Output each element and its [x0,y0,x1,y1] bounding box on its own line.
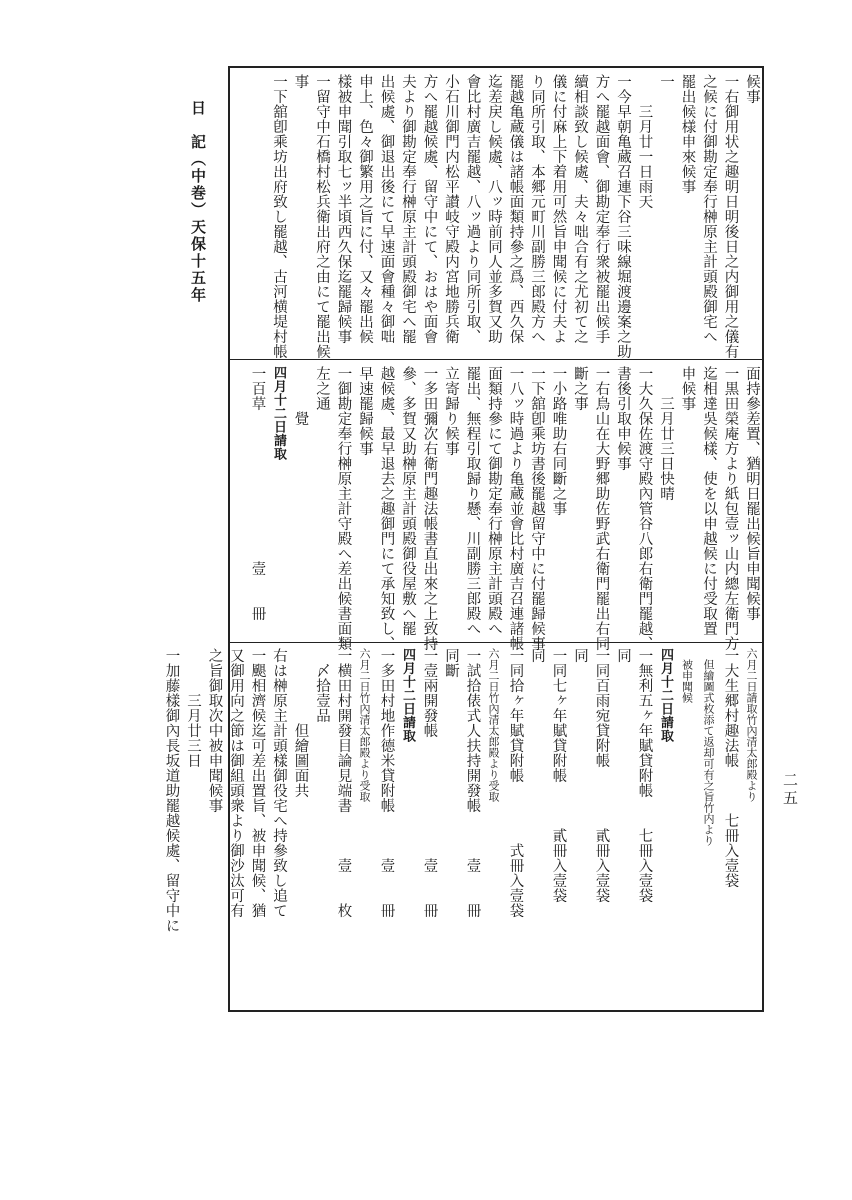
middle-band-line: 斷之事 [572,366,588,411]
bottom-band-line: 被申聞候 [680,648,694,703]
bottom-band-line: 但繪圖式枚添て返却可有之旨竹内より [702,648,715,846]
top-band-line: 出候處、御退出後にて早速面會種々御咄 [378,74,395,344]
bottom-band-line: 一横田村開發目論見端書 壹 枚 [335,648,352,918]
middle-band-line: 一黒田榮庵方より紙包壹ッ山内總左衛門方 [722,366,739,651]
middle-band-line: 罷出、無程引取歸り懸、川副勝三郎殿へ [464,366,481,636]
middle-band-line: 一大久保佐渡守殿內管谷八郎右衛門罷越、 [636,366,653,651]
top-band-line: 事 [292,74,309,89]
top-band-line: 罷出候様申來候事 [679,74,696,194]
bottom-band-line: 一無利五ヶ年賦貸附帳 七冊入壹袋 [636,648,653,903]
bottom-band-line: 之旨御取次中被申聞候事 [206,648,223,813]
bottom-band-line: 同斷 [443,648,459,678]
middle-band-line: 三月廿三日快晴 [658,366,674,501]
top-band-line: 候事 [744,74,760,104]
bottom-band-line: 一颶相濟候迄可差出置旨、被申聞候、猶 [249,648,266,918]
middle-band-line: 早速罷歸候事 [357,366,373,456]
columns-bottom [160,648,762,1006]
top-band-line: 夫より御勘定奉行榊原主計頭殿御宅へ罷 [400,74,416,344]
top-band-line: 一右御用状之趣明日明後日之内御用之儀有 [722,74,739,359]
top-band-line: 小石川御門内松平讃岐守殿内宮地勝兵衛 [443,74,459,344]
bottom-band-line: 同 [572,648,588,663]
running-head: 日 記（中巻）天保十五年 [189,100,207,304]
columns-top [268,74,763,359]
bottom-band-line: 又御用向之節は御組頭衆より御沙汰可有 [228,648,244,918]
top-band-line: り同所引取、本郷元町川副勝三郎殿方へ [529,74,545,344]
top-band-line: 一留守中石橋村松兵衛出府之由にて罷出候 [314,74,330,359]
middle-band-line: 書後引取申候事 [615,366,631,471]
middle-band-line: 四月十二日請取 [271,366,286,461]
top-band-line: 罷越亀蔵儀は諸帳面類持參之爲、西久保 [507,74,524,344]
middle-band-line: 一小路唯助右同斷之事 [550,366,567,516]
band-divider-1 [230,359,762,360]
bottom-band-line: 右は榊原主計頭樣御役宅へ持參致し追て [271,648,287,918]
top-band-line: 續相談致し候處、夫々咄合有之尤初て之 [572,74,588,344]
middle-band-line: 一御勘定奉行榊原主計守殿へ差出候書面類 [335,366,352,651]
bottom-band-line: 一同百雨宛貸附帳 貳冊入壹袋 [593,648,610,903]
middle-band-line: 迄相達吳候樣、使を以申越候に付受取置 [701,366,717,636]
top-band-line: 三月廿一日雨天 [636,74,653,209]
top-band-line: 迄差戻し候處、八ッ時前同人並多賀又助 [486,74,502,344]
middle-band-line: 越候處、最早退去之趣御門にて承知致し、 [378,366,395,651]
middle-band-line: 一八ッ時過より亀蔵並會比村廣吉召連諸帳 [507,366,524,651]
band-divider-2 [230,642,762,643]
bottom-band-line: 一同拾ヶ年賦貸附帳 式冊入壹袋 [507,648,524,918]
bottom-band-line: 同 [615,648,631,663]
bottom-band-line: 一多田村地作德米貸附帳 壹 冊 [378,648,395,918]
bottom-band-line: 一壹兩開發帳 壹 冊 [421,648,438,918]
middle-band-line: 一百草 壹 冊 [249,366,266,621]
top-band-line: 儀に付麻上下着用可然旨申聞候に付夫よ [550,74,567,344]
bottom-band-line: 六月二日竹內清太郎殿より受取 [487,648,500,802]
bottom-band-line: 但繪圖面共 [292,648,309,798]
top-band-line: 樣被申聞引取七ッ半頃西久保迄罷歸候事 [335,74,352,344]
top-band-line: 之候に付御勘定奉行榊原主計頭殿御宅へ [701,74,717,344]
bottom-band-line: 同 [529,648,545,663]
bottom-band-line: 三月廿三日 [185,648,201,768]
middle-band-line: 一下舘卽乘坊書後罷越留守中に付罷歸候事 [529,366,545,651]
middle-band-line: 一多田彌次右衛門趣法帳書直出來之上致持 [421,366,438,651]
middle-band-line: 立寄歸り候事 [443,366,459,456]
top-band-line: 一 [658,74,674,89]
top-band-line: 方へ罷越面會、御勘定奉行衆被罷出候手 [593,74,610,344]
top-band-line: 一今早朝亀蔵召連下谷三味線堀渡邊案之助 [615,74,631,359]
middle-band-line: 申候事 [679,366,696,411]
bottom-band-line: 〆拾壹品 [314,648,330,723]
bottom-band-line: 六月二日竹內清太郎殿より受取 [358,648,371,802]
bottom-band-line: 一試拾俵式人扶持開發帳 壹 冊 [464,648,481,918]
middle-band-line: 面持參差置、猶明日罷出候旨申聞候事 [744,366,760,621]
bottom-band-line: 一大生郷村趣法帳 七冊入壹袋 [722,648,739,888]
top-band-line: 申上、色々御繁用之旨に付、又々罷出候 [357,74,373,344]
middle-band-line: 一右鳥山在大野郷助佐野武右衛門罷出右同 [593,366,610,651]
band-middle [230,366,762,651]
bottom-band-line: 一加藤樣御內長坂道助罷越候處、留守中に [163,648,180,933]
page-number: 二五 [781,772,799,808]
band-top [230,74,762,359]
columns-middle [246,366,762,651]
middle-band-line: 面類持參にて御勘定奉行榊原主計頭殿へ [486,366,502,636]
bottom-band-line: 一同七ヶ年賦貸附帳 貳冊入壹袋 [550,648,567,903]
top-band-line: 方へ罷越候處、留守中にて、おはや面會 [421,74,438,344]
top-band-line: 會比村廣吉罷越、八ッ過より同所引取、 [464,74,481,344]
bottom-band-line: 四月十二日請取 [658,648,673,743]
middle-band-line: 覺 [292,366,309,426]
top-band-line: 一下舘卽乘坊出府致し罷越、古河横堤村帳 [271,74,287,359]
band-bottom [163,648,762,1006]
bottom-band-line: 六月二日請取竹內清太郎殿より [745,648,758,802]
middle-band-line: 左之通 [314,366,330,411]
bottom-band-line: 四月十二日請取 [400,648,415,743]
middle-band-line: 參、多賀又助榊原主計頭殿御役屋敷へ罷 [400,366,416,636]
